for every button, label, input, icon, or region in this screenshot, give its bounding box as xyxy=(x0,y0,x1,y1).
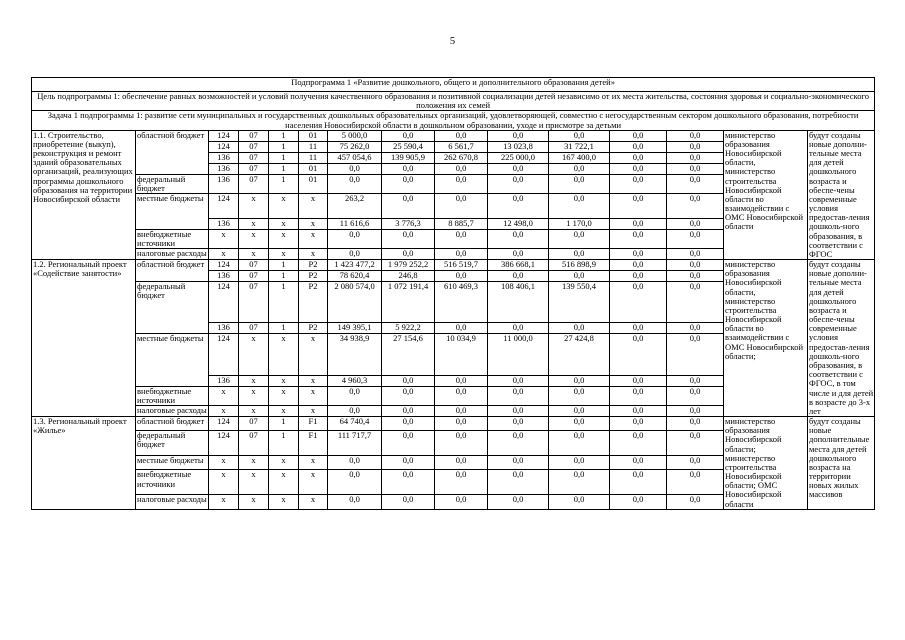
measure-executor: министерство образования Новосибирской области, министерство строительства Новосибирской области во взаимодействии с ОМС Новосибирской области xyxy=(724,130,808,259)
code-cell: 136 xyxy=(209,218,239,229)
amount-cell: 263,2 xyxy=(328,194,382,219)
code-cell: 124 xyxy=(209,141,239,152)
page-number: 5 xyxy=(449,36,456,47)
code-cell: x xyxy=(239,406,269,417)
amount-cell: 0,0 xyxy=(488,194,549,219)
funding-source: местные бюджеты xyxy=(136,456,209,470)
table-row xyxy=(32,417,875,431)
amount-cell: 5 922,2 xyxy=(382,323,435,334)
amount-cell: 0,0 xyxy=(667,375,724,386)
amount-cell: 0,0 xyxy=(435,406,488,417)
program-table xyxy=(31,77,875,510)
amount-cell: 139 550,4 xyxy=(549,282,610,323)
code-cell: P2 xyxy=(299,271,328,282)
table-row xyxy=(32,260,875,271)
amount-cell: 0,0 xyxy=(610,271,667,282)
code-cell: P2 xyxy=(299,323,328,334)
amount-cell: 0,0 xyxy=(610,260,667,271)
amount-cell: 0,0 xyxy=(549,470,610,495)
code-cell: P2 xyxy=(299,260,328,271)
code-cell: 01 xyxy=(299,130,328,141)
measure-result: будут созданы новые дополнительные места для детей дошкольного возраста на территории новых жилых массивов xyxy=(808,417,875,510)
code-cell: 1 xyxy=(269,174,299,193)
amount-cell: 0,0 xyxy=(667,417,724,431)
funding-source: налоговые расходы xyxy=(137,405,207,416)
code-cell: x xyxy=(239,375,269,386)
amount-cell: 0,0 xyxy=(435,194,488,219)
code-cell: x xyxy=(239,495,269,509)
amount-cell: 0,0 xyxy=(667,260,724,271)
code-cell: 1 xyxy=(269,152,299,163)
amount-cell: 13 023,8 xyxy=(488,141,549,152)
subprogram-title: Подпрограмма 1 «Развитие дошкольного, общего и дополнительного образования детей» xyxy=(32,78,875,92)
code-cell: x xyxy=(269,470,299,495)
amount-cell: 0,0 xyxy=(610,456,667,470)
amount-cell: 12 498,0 xyxy=(488,218,549,229)
amount-cell: 262 670,8 xyxy=(435,152,488,163)
code-cell: 1 xyxy=(269,431,299,456)
amount-cell: 0,0 xyxy=(488,470,549,495)
measure-executor: министерство образования Новосибирской области; министерство строительства Новосибирской области; ОМС Новосибирской области xyxy=(724,417,808,510)
amount-cell: 0,0 xyxy=(667,218,724,229)
amount-cell: 0,0 xyxy=(488,386,549,405)
funding-source: налоговые расходы xyxy=(136,495,209,509)
amount-cell: 0,0 xyxy=(610,417,667,431)
code-cell: 136 xyxy=(209,375,239,386)
amount-cell: 0,0 xyxy=(667,141,724,152)
amount-cell: 0,0 xyxy=(382,163,435,174)
amount-cell: 0,0 xyxy=(382,249,435,260)
code-cell: x xyxy=(239,249,269,260)
amount-cell: 0,0 xyxy=(610,141,667,152)
amount-cell: 6 561,7 xyxy=(435,141,488,152)
amount-cell: 0,0 xyxy=(328,456,382,470)
code-cell: 07 xyxy=(239,163,269,174)
amount-cell: 0,0 xyxy=(610,229,667,248)
code-cell: F1 xyxy=(299,417,328,431)
code-cell: x xyxy=(269,229,299,248)
amount-cell: 139 905,9 xyxy=(382,152,435,163)
code-cell: 07 xyxy=(239,141,269,152)
code-cell: x xyxy=(299,375,328,386)
code-cell: x xyxy=(209,249,239,260)
amount-cell: 0,0 xyxy=(382,130,435,141)
amount-cell: 0,0 xyxy=(667,282,724,323)
code-cell: 124 xyxy=(209,260,239,271)
code-cell: x xyxy=(299,334,328,375)
funding-source: федеральный бюджет xyxy=(136,282,209,334)
code-cell: 07 xyxy=(239,417,269,431)
amount-cell: 25 590,4 xyxy=(382,141,435,152)
amount-cell: 0,0 xyxy=(328,495,382,509)
amount-cell: 11 000,0 xyxy=(488,334,549,375)
amount-cell: 0,0 xyxy=(488,271,549,282)
code-cell: x xyxy=(239,218,269,229)
amount-cell: 0,0 xyxy=(382,431,435,456)
amount-cell: 0,0 xyxy=(667,406,724,417)
amount-cell: 0,0 xyxy=(549,431,610,456)
amount-cell: 0,0 xyxy=(667,152,724,163)
amount-cell: 4 960,3 xyxy=(328,375,382,386)
measure-name: 1.3. Региональный проект «Жилье» xyxy=(32,417,136,510)
code-cell: 07 xyxy=(239,282,269,323)
amount-cell: 0,0 xyxy=(435,386,488,405)
code-cell: x xyxy=(299,470,328,495)
amount-cell: 0,0 xyxy=(435,229,488,248)
funding-source: налоговые расходы xyxy=(137,248,207,259)
code-cell: 124 xyxy=(209,417,239,431)
amount-cell: 167 400,0 xyxy=(549,152,610,163)
code-cell: 11 xyxy=(299,141,328,152)
amount-cell: 0,0 xyxy=(610,334,667,375)
amount-cell: 111 717,7 xyxy=(328,431,382,456)
amount-cell: 0,0 xyxy=(435,323,488,334)
funding-source: областной бюджет xyxy=(136,417,209,431)
code-cell: x xyxy=(239,386,269,405)
amount-cell: 0,0 xyxy=(610,406,667,417)
code-cell: 07 xyxy=(239,260,269,271)
funding-source: местные бюджеты xyxy=(136,334,209,386)
code-cell: 136 xyxy=(209,152,239,163)
amount-cell: 0,0 xyxy=(667,229,724,248)
code-cell: 136 xyxy=(209,271,239,282)
code-cell: x xyxy=(299,386,328,405)
measure-name: 1.1. Строительство, приобретение (выкуп), реконструкция и ремонт зданий образовательных организаций, реализующих программы дошкольного образования на территории Новосибирской области xyxy=(32,130,136,259)
code-cell: x xyxy=(299,229,328,248)
amount-cell: 0,0 xyxy=(610,174,667,193)
amount-cell: 0,0 xyxy=(549,417,610,431)
amount-cell: 0,0 xyxy=(667,271,724,282)
amount-cell: 0,0 xyxy=(382,229,435,248)
amount-cell: 0,0 xyxy=(667,174,724,193)
code-cell: x xyxy=(299,495,328,509)
code-cell: 136 xyxy=(209,174,239,193)
funding-source: внебюджетные источники xyxy=(136,470,209,495)
code-cell: P2 xyxy=(299,282,328,323)
amount-cell: 75 262,0 xyxy=(328,141,382,152)
amount-cell: 0,0 xyxy=(610,152,667,163)
code-cell: 136 xyxy=(209,163,239,174)
amount-cell: 8 885,7 xyxy=(435,218,488,229)
amount-cell: 0,0 xyxy=(667,130,724,141)
amount-cell: 0,0 xyxy=(549,174,610,193)
amount-cell: 0,0 xyxy=(610,249,667,260)
amount-cell: 31 722,1 xyxy=(549,141,610,152)
amount-cell: 1 170,0 xyxy=(549,218,610,229)
amount-cell: 0,0 xyxy=(667,334,724,375)
amount-cell: 0,0 xyxy=(382,495,435,509)
code-cell: 1 xyxy=(269,282,299,323)
funding-source: федеральный бюджет xyxy=(136,174,209,193)
amount-cell: 0,0 xyxy=(610,323,667,334)
amount-cell: 0,0 xyxy=(488,417,549,431)
amount-cell: 0,0 xyxy=(435,470,488,495)
amount-cell: 0,0 xyxy=(610,470,667,495)
amount-cell: 1 979 252,2 xyxy=(382,260,435,271)
code-cell: 11 xyxy=(299,152,328,163)
code-cell: x xyxy=(239,456,269,470)
amount-cell: 64 740,4 xyxy=(328,417,382,431)
amount-cell: 0,0 xyxy=(610,495,667,509)
amount-cell: 2 080 574,0 xyxy=(328,282,382,323)
code-cell: x xyxy=(239,470,269,495)
code-cell: 07 xyxy=(239,130,269,141)
amount-cell: 0,0 xyxy=(610,218,667,229)
code-cell: x xyxy=(299,249,328,260)
measure-result: будут созданы новые дополни-тельные места для детей дошкольного возраста и обеспе-чены современные условия предостав-ления дошколь-ного образования, в соответствии с ФГОС xyxy=(808,130,875,259)
amount-cell: 386 668,1 xyxy=(488,260,549,271)
code-cell: x xyxy=(209,456,239,470)
code-cell: 07 xyxy=(239,431,269,456)
amount-cell: 0,0 xyxy=(549,495,610,509)
amount-cell: 0,0 xyxy=(382,174,435,193)
amount-cell: 0,0 xyxy=(382,194,435,219)
amount-cell: 27 154,6 xyxy=(382,334,435,375)
amount-cell: 0,0 xyxy=(667,249,724,260)
amount-cell: 516 898,9 xyxy=(549,260,610,271)
code-cell: x xyxy=(209,229,239,248)
task-text: Задача 1 подпрограммы 1: развитие сети муниципальных и государственных дошкольных образовательных организаций, удовлетворяющей, совместно с негосударственным сектором дошкольного образования, потребности населения Новосибирской области в дошкольном образовании, уходе и присмотре за детьми xyxy=(32,111,875,130)
amount-cell: 0,0 xyxy=(610,431,667,456)
amount-cell: 0,0 xyxy=(667,163,724,174)
amount-cell: 0,0 xyxy=(382,386,435,405)
code-cell: x xyxy=(269,334,299,375)
amount-cell: 0,0 xyxy=(610,194,667,219)
amount-cell: 3 776,3 xyxy=(382,218,435,229)
code-cell: x xyxy=(299,194,328,219)
amount-cell: 0,0 xyxy=(435,130,488,141)
amount-cell: 225 000,0 xyxy=(488,152,549,163)
amount-cell: 10 034,9 xyxy=(435,334,488,375)
table-row xyxy=(32,130,875,141)
measure-name: 1.2. Региональный проект «Содействие занятости» xyxy=(32,260,136,417)
code-cell: x xyxy=(299,406,328,417)
code-cell: 1 xyxy=(269,130,299,141)
amount-cell: 0,0 xyxy=(667,456,724,470)
amount-cell: 0,0 xyxy=(549,130,610,141)
amount-cell: 78 620,4 xyxy=(328,271,382,282)
amount-cell: 516 519,7 xyxy=(435,260,488,271)
code-cell: 07 xyxy=(239,323,269,334)
code-cell: 124 xyxy=(209,431,239,456)
funding-source: внебюджетные источники xyxy=(136,229,209,248)
amount-cell: 0,0 xyxy=(610,130,667,141)
amount-cell: 0,0 xyxy=(549,229,610,248)
amount-cell: 27 424,8 xyxy=(549,334,610,375)
code-cell: x xyxy=(239,194,269,219)
amount-cell: 0,0 xyxy=(549,323,610,334)
amount-cell: 0,0 xyxy=(488,130,549,141)
code-cell: x xyxy=(239,229,269,248)
code-cell: 124 xyxy=(209,194,239,219)
amount-cell: 0,0 xyxy=(328,406,382,417)
amount-cell: 11 616,6 xyxy=(328,218,382,229)
code-cell: x xyxy=(209,406,239,417)
goal-row xyxy=(32,92,875,111)
amount-cell: 0,0 xyxy=(488,163,549,174)
funding-source: областной бюджет xyxy=(136,260,209,282)
amount-cell: 0,0 xyxy=(488,323,549,334)
amount-cell: 0,0 xyxy=(549,375,610,386)
code-cell: x xyxy=(299,456,328,470)
amount-cell: 0,0 xyxy=(488,375,549,386)
amount-cell: 610 469,3 xyxy=(435,282,488,323)
amount-cell: 0,0 xyxy=(382,375,435,386)
amount-cell: 0,0 xyxy=(667,431,724,456)
code-cell: x xyxy=(269,218,299,229)
amount-cell: 0,0 xyxy=(488,495,549,509)
code-cell: x xyxy=(269,249,299,260)
code-cell: 124 xyxy=(209,334,239,375)
code-cell: x xyxy=(269,375,299,386)
amount-cell: 246,8 xyxy=(382,271,435,282)
amount-cell: 1 072 191,4 xyxy=(382,282,435,323)
amount-cell: 0,0 xyxy=(435,375,488,386)
amount-cell: 0,0 xyxy=(667,495,724,509)
amount-cell: 0,0 xyxy=(382,456,435,470)
funding-source: местные бюджеты xyxy=(136,194,209,230)
amount-cell: 0,0 xyxy=(610,375,667,386)
subprogram-row xyxy=(32,78,875,92)
amount-cell: 0,0 xyxy=(667,323,724,334)
amount-cell: 0,0 xyxy=(435,174,488,193)
code-cell: x xyxy=(269,194,299,219)
amount-cell: 0,0 xyxy=(549,163,610,174)
code-cell: 124 xyxy=(209,282,239,323)
measure-result: будут созданы новые дополни-тельные места для детей дошкольного возраста и обеспе-чены современные условия предостав-ления дошколь-ного образования, в соответствии с ФГОС, в том числе и для детей в возрасте до 3-х лет xyxy=(809,259,874,416)
code-cell: F1 xyxy=(299,431,328,456)
amount-cell: 0,0 xyxy=(610,282,667,323)
funding-source: областной бюджет xyxy=(136,130,209,174)
amount-cell: 0,0 xyxy=(549,406,610,417)
amount-cell: 0,0 xyxy=(488,431,549,456)
amount-cell: 108 406,1 xyxy=(488,282,549,323)
code-cell: x xyxy=(269,386,299,405)
code-cell: x xyxy=(269,456,299,470)
amount-cell: 0,0 xyxy=(667,470,724,495)
amount-cell: 5 000,0 xyxy=(328,130,382,141)
amount-cell: 457 054,6 xyxy=(328,152,382,163)
code-cell: 1 xyxy=(269,271,299,282)
code-cell: 1 xyxy=(269,141,299,152)
code-cell: 1 xyxy=(269,163,299,174)
amount-cell: 0,0 xyxy=(488,229,549,248)
amount-cell: 0,0 xyxy=(328,470,382,495)
code-cell: 136 xyxy=(209,323,239,334)
code-cell: 124 xyxy=(209,130,239,141)
amount-cell: 0,0 xyxy=(435,417,488,431)
amount-cell: 0,0 xyxy=(435,271,488,282)
task-row xyxy=(32,111,875,130)
amount-cell: 0,0 xyxy=(382,417,435,431)
amount-cell: 0,0 xyxy=(549,386,610,405)
amount-cell: 0,0 xyxy=(435,456,488,470)
amount-cell: 0,0 xyxy=(328,386,382,405)
code-cell: x xyxy=(299,218,328,229)
amount-cell: 0,0 xyxy=(488,249,549,260)
amount-cell: 0,0 xyxy=(328,229,382,248)
code-cell: 07 xyxy=(239,271,269,282)
code-cell: 07 xyxy=(239,152,269,163)
code-cell: 01 xyxy=(299,174,328,193)
amount-cell: 0,0 xyxy=(549,194,610,219)
amount-cell: 0,0 xyxy=(549,249,610,260)
amount-cell: 149 395,1 xyxy=(328,323,382,334)
measure-executor: министерство образования Новосибирской области, министерство строительства Новосибирской области во взаимодействии с ОМС Новосибирской области; xyxy=(724,260,808,417)
amount-cell: 0,0 xyxy=(382,470,435,495)
amount-cell: 0,0 xyxy=(435,431,488,456)
code-cell: x xyxy=(209,386,239,405)
amount-cell: 0,0 xyxy=(667,194,724,219)
amount-cell: 0,0 xyxy=(549,271,610,282)
amount-cell: 1 423 477,2 xyxy=(328,260,382,271)
amount-cell: 0,0 xyxy=(549,456,610,470)
amount-cell: 0,0 xyxy=(435,495,488,509)
goal-text: Цель подпрограммы 1: обеспечение равных возможностей и условий получения качественного образования и позитивной социализации детей независимо от их места жительства, состояния здоровья и социально-экономического положения их семей xyxy=(32,92,875,111)
amount-cell: 0,0 xyxy=(328,174,382,193)
code-cell: x xyxy=(269,495,299,509)
code-cell: 1 xyxy=(269,417,299,431)
amount-cell: 34 938,9 xyxy=(328,334,382,375)
amount-cell: 0,0 xyxy=(435,163,488,174)
amount-cell: 0,0 xyxy=(328,249,382,260)
code-cell: 07 xyxy=(239,174,269,193)
code-cell: x xyxy=(209,495,239,509)
amount-cell: 0,0 xyxy=(667,386,724,405)
funding-source: федеральный бюджет xyxy=(136,431,209,456)
amount-cell: 0,0 xyxy=(328,163,382,174)
amount-cell: 0,0 xyxy=(610,386,667,405)
code-cell: x xyxy=(269,406,299,417)
code-cell: x xyxy=(239,334,269,375)
amount-cell: 0,0 xyxy=(435,249,488,260)
code-cell: 1 xyxy=(269,323,299,334)
code-cell: x xyxy=(209,470,239,495)
amount-cell: 0,0 xyxy=(488,174,549,193)
funding-source: внебюджетные источники xyxy=(136,386,209,405)
amount-cell: 0,0 xyxy=(610,163,667,174)
amount-cell: 0,0 xyxy=(382,406,435,417)
code-cell: 1 xyxy=(269,260,299,271)
amount-cell: 0,0 xyxy=(488,406,549,417)
code-cell: 01 xyxy=(299,163,328,174)
amount-cell: 0,0 xyxy=(488,456,549,470)
